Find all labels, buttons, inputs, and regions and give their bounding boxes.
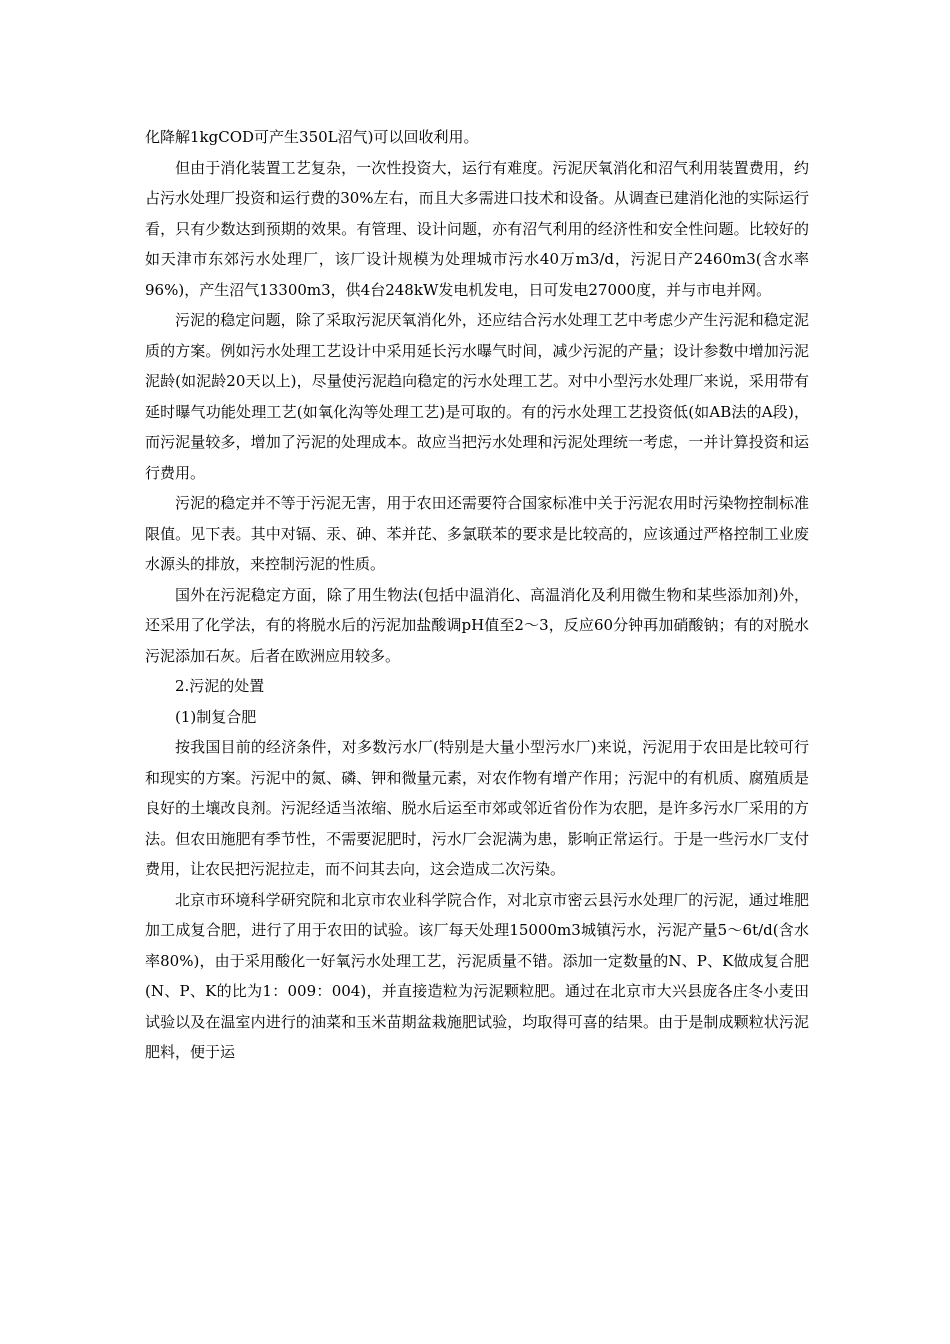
paragraph-sludge-stability: 污泥的稳定问题，除了采取污泥厌氧消化外，还应结合污水处理工艺中考虑少产生污泥和稳定泥质的方案。例如污水处理工艺设计中采用延长污水曝气时间，减少污泥的产量；设计参数中增加污泥泥龄(如泥龄20天以上)，尽量使污泥趋向稳定的污水处理工艺。对中小型污水处理厂来说，采用带有延时曝气功能处理工艺(如氧化沟等处理工艺)是可取的。有的污水处理工艺投资低(如AB法的A段)，而污泥量较多，增加了污泥的处理成本。故应当把污水处理和污泥处理统一考虑，一并计算投资和运行费用。 bbox=[145, 311, 809, 482]
section-heading-disposal: 2.污泥的处置 bbox=[175, 677, 265, 695]
subsection-heading-compound-fertilizer: (1)制复合肥 bbox=[175, 707, 257, 726]
paragraph-digestion-cost: 但由于消化装置工艺复杂，一次性投资大，运行有难度。污泥厌氧消化和沼气利用装置费用，约占污水处理厂投资和运行费的30%左右，而且大多需进口技术和设备。从调查已建消化池的实际运行看，只有少数达到预期的效果。有管理、设计问题，亦有沼气利用的经济性和安全性问题。比较好的如天津市东郊污水处理厂，该厂设计规模为处理城市污水40万m3/d，污泥日产2460m3(含水率96%)，产生沼气13300m3，供4台248kW发电机发电，日可发电27000度，并与市电并网。 bbox=[145, 158, 809, 299]
paragraph-foreign-methods: 国外在污泥稳定方面，除了用生物法(包括中温消化、高温消化及利用微生物和某些添加剂)外，还采用了化学法，有的将脱水后的污泥加盐酸调pH值至2～3，反应60分钟再加硝酸钠；有的对脱水污泥添加石灰。后者在欧洲应用较多。 bbox=[145, 585, 809, 665]
paragraph-stability-not-harmless: 污泥的稳定并不等于污泥无害，用于农田还需要符合国家标准中关于污泥农用时污染物控制标准限值。见下表。其中对镉、汞、砷、苯并芘、多氯联苯的要求是比较高的，应该通过严格控制工业废水源头的排放，来控制污泥的性质。 bbox=[145, 494, 809, 573]
paragraph-farmland-use: 按我国目前的经济条件，对多数污水厂(特别是大量小型污水厂)来说，污泥用于农田是比较可行和现实的方案。污泥中的氮、磷、钾和微量元素，对农作物有增产作用；污泥中的有机质、腐殖质是良好的土壤改良剂。污泥经适当浓缩、脱水后运至市郊或邻近省份作为农肥，是许多污水厂采用的方法。但农田施肥有季节性，不需要泥肥时，污水厂会泥满为患，影响正常运行。于是一些污水厂支付费用，让农民把污泥拉走，而不问其去向，这会造成二次污染。 bbox=[145, 738, 809, 878]
paragraph-continuation: 化降解1kgCOD可产生350L沼气)可以回收利用。 bbox=[145, 128, 479, 146]
body-text bbox=[145, 122, 809, 1068]
paragraph-beijing-trial: 北京市环境科学研究院和北京市农业科学院合作，对北京市密云县污水处理厂的污泥，通过堆肥加工成复合肥，进行了用于农田的试验。该厂每天处理15000m3城镇污水，污泥产量5～6t/d(含水率80%)，由于采用酸化一好氧污水处理工艺，污泥质量不错。添加一定数量的N、P、K做成复合肥(N、P、K的比为1：009：004)，并直接造粒为污泥颗粒肥。通过在北京市大兴县庞各庄冬小麦田试验以及在温室内进行的油菜和玉米苗期盆栽施肥试验，均取得可喜的结果。由于是制成颗粒状污泥肥料，便于运 bbox=[145, 890, 809, 1061]
